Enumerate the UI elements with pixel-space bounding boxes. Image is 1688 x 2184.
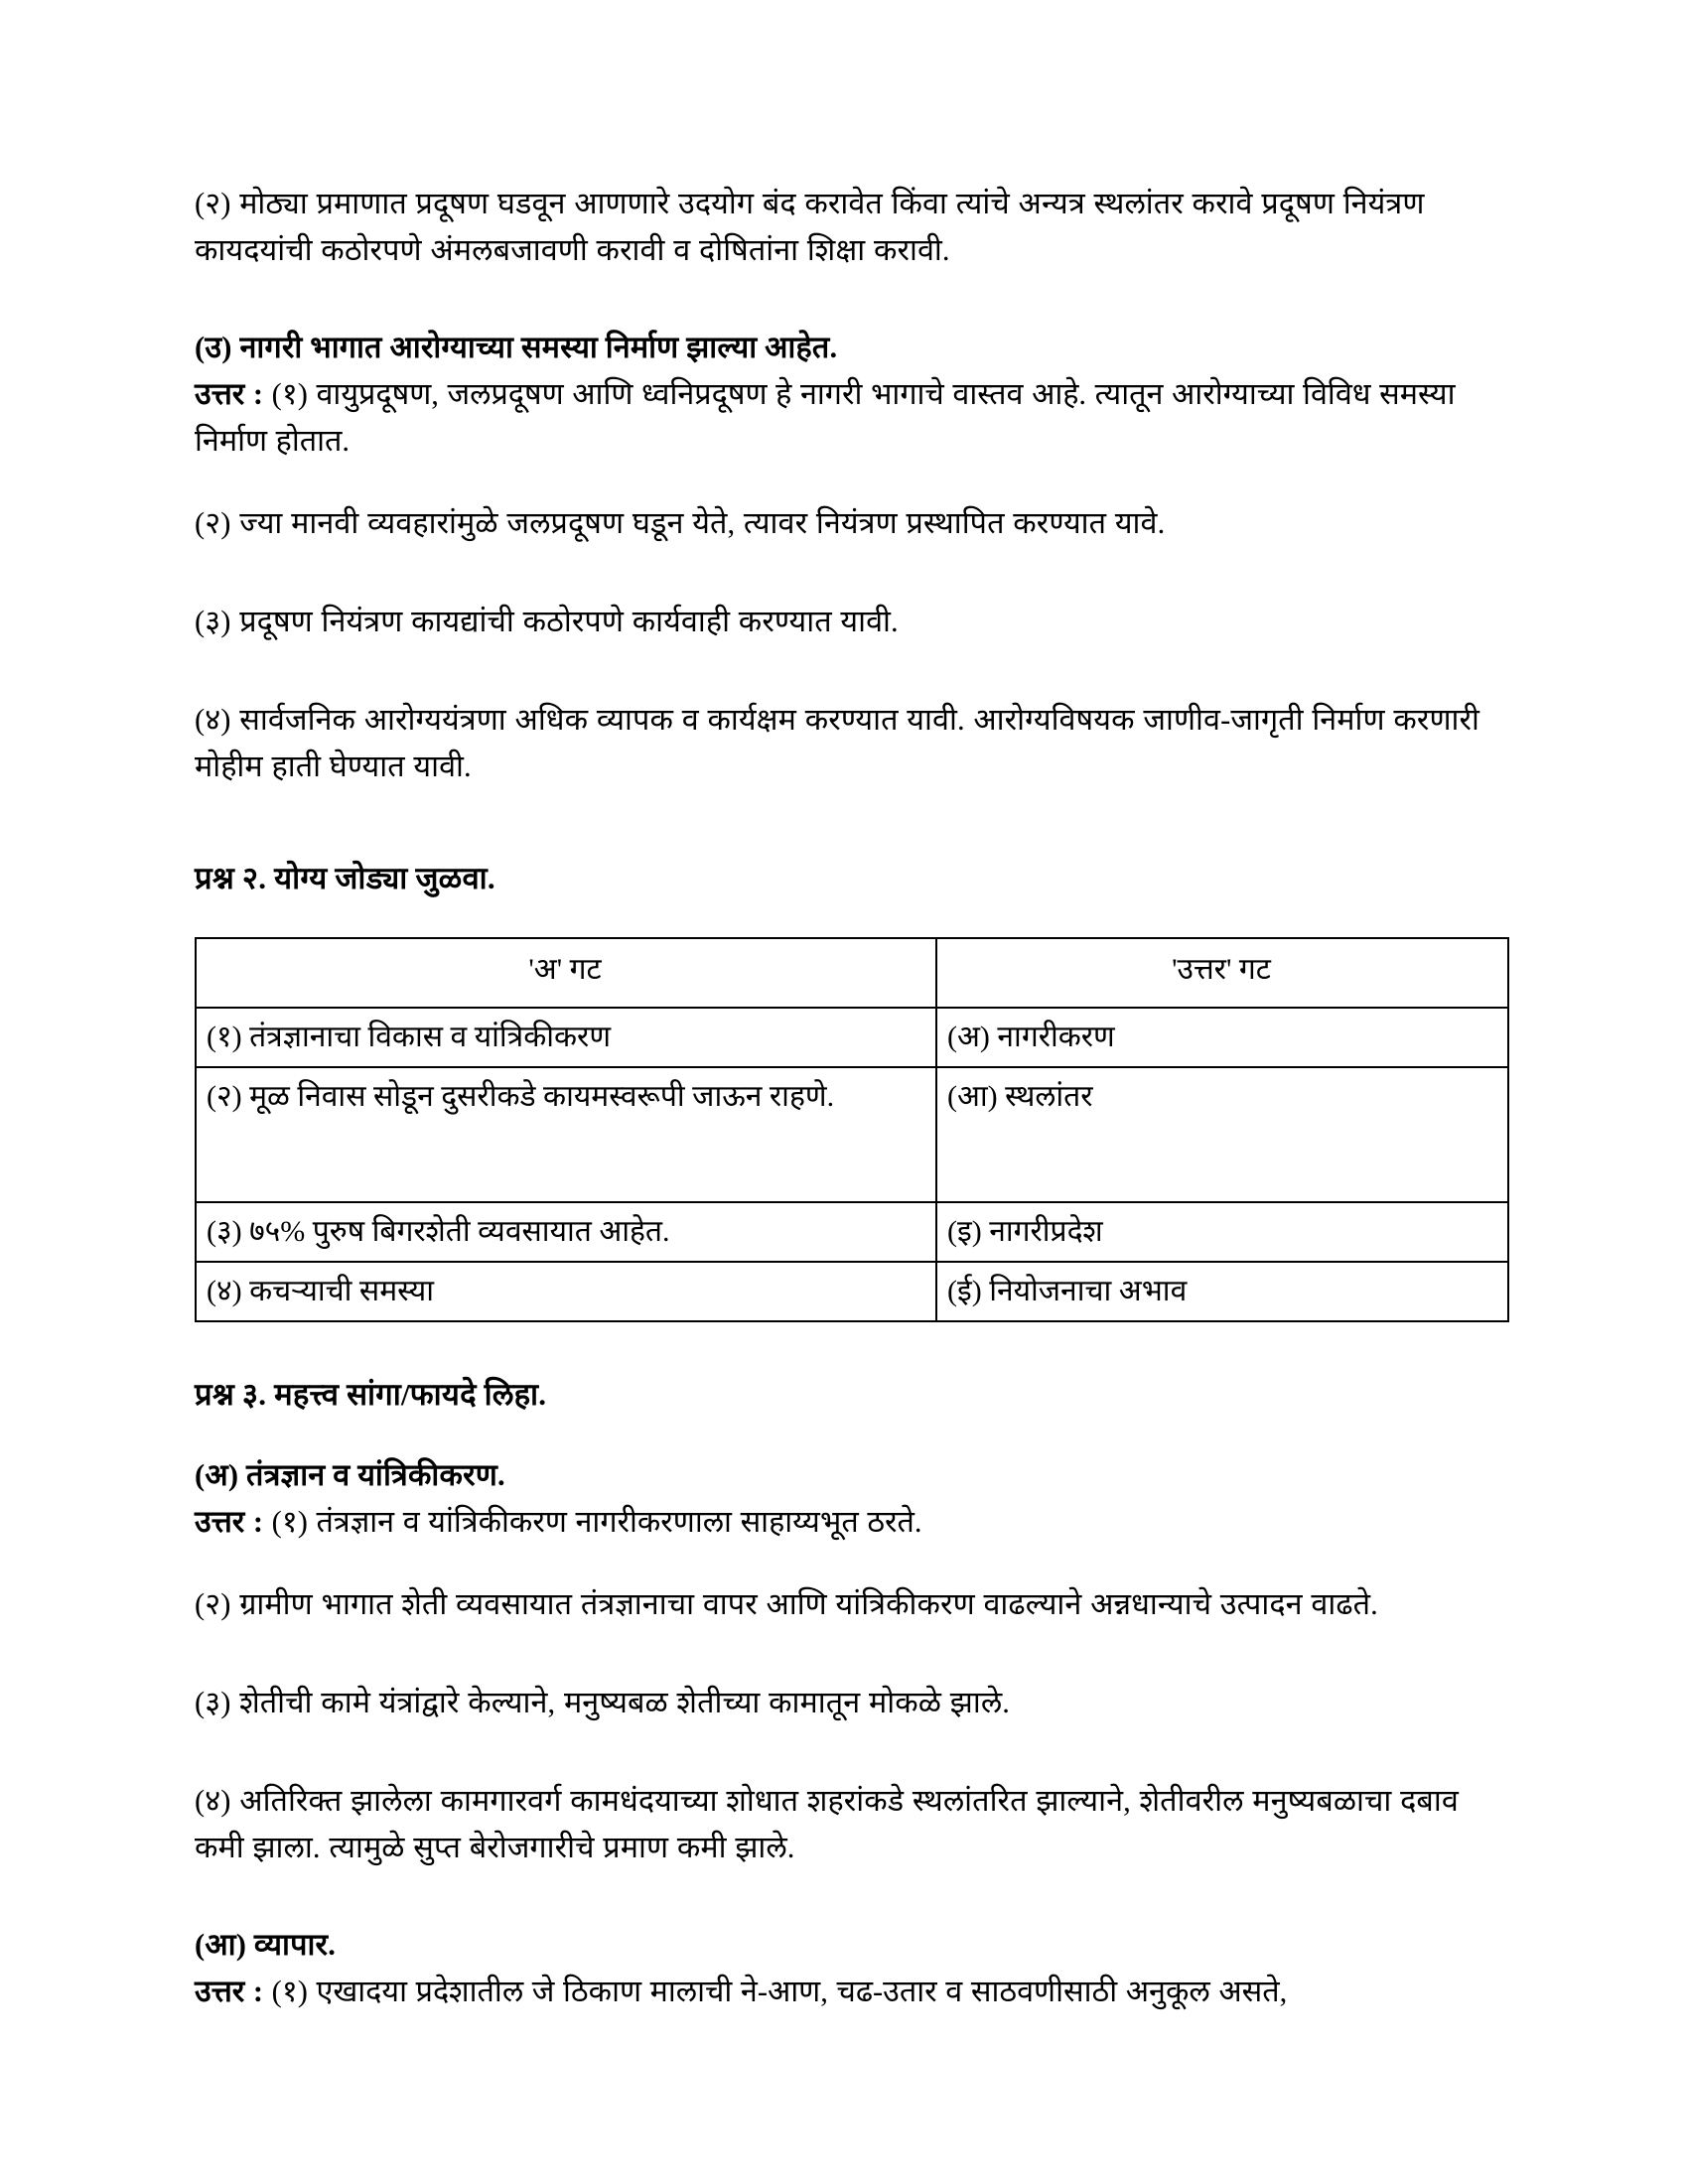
- table-cell-right: (अ) नागरीकरण: [936, 1008, 1508, 1067]
- spacer: [195, 1322, 1515, 1372]
- table-row: [196, 1008, 1508, 1067]
- table-row: [196, 1262, 1508, 1321]
- table-header-row: [196, 938, 1508, 1008]
- table-cell-left: (४) कचऱ्याची समस्या: [196, 1262, 936, 1321]
- answer-text: (१) एखादया प्रदेशातील जे ठिकाण मालाची ने-आण, चढ-उतार व साठवणीसाठी अनुकूल असते,: [271, 1975, 1288, 2008]
- spacer: [195, 1418, 1515, 1453]
- table-cell-right: (आ) स्थलांतर: [936, 1067, 1508, 1202]
- paragraph-pollution-laws: (३) प्रदूषण नियंत्रण कायद्यांची कठोरपणे कार्यवाही करण्यात यावी.: [195, 605, 899, 638]
- column-header-group-answer: 'उत्तर' गट: [936, 938, 1508, 1008]
- paragraph-machine-farming-labour: (३) शेतीची कामे यंत्रांद्वारे केल्याने, मनुष्यबळ शेतीच्या कामातून मोकळे झाले.: [195, 1686, 1010, 1719]
- answer-text: (१) वायुप्रदूषण, जलप्रदूषण आणि ध्वनिप्रदूषण हे नागरी भागाचे वास्तव आहे. त्यातून आरोग्याच्या विविध समस्या निर्माण होतात.: [195, 377, 1456, 458]
- spacer: [195, 901, 1515, 937]
- answer-urban-health: [195, 371, 1515, 465]
- table-cell-left: (१) तंत्रज्ञानाचा विकास व यांत्रिकीकरण: [196, 1008, 936, 1067]
- answer-trade: [195, 1969, 1515, 2015]
- paragraph-water-pollution-control: (२) ज्या मानवी व्यवहारांमुळे जलप्रदूषण घडून येते, त्यावर नियंत्रण प्रस्थापित करण्यात यावे.: [195, 506, 1166, 540]
- table-cell-left: (३) ७५% पुरुष बिगरशेती व्यवसायात आहेत.: [196, 1202, 936, 1262]
- paragraph-rural-farming-technology: (२) ग्रामीण भागात शेती व्यवसायात तंत्रज्ञानाचा वापर आणि यांत्रिकीकरण वाढल्याने अन्नधान्याचे उत्पादन वाढते.: [195, 1587, 1378, 1621]
- table-row: [196, 1202, 1508, 1262]
- column-header-group-a: 'अ' गट: [196, 938, 936, 1008]
- answer-label: उत्तर :: [195, 377, 264, 411]
- table-cell-left: (२) मूळ निवास सोडून दुसरीकडे कायमस्वरूपी जाऊन राहणे.: [196, 1067, 936, 1202]
- answer-label: उत्तर :: [195, 1505, 264, 1539]
- spacer: [195, 675, 1515, 697]
- spacer: [195, 820, 1515, 856]
- spacer: [195, 1901, 1515, 1923]
- spacer: [195, 1756, 1515, 1778]
- question-2-heading: प्रश्न २. योग्य जोड्या जुळवा.: [195, 861, 495, 895]
- spacer: [195, 1546, 1515, 1581]
- answer-text: (१) तंत्रज्ञान व यांत्रिकीकरण नागरीकरणाला साहाय्यभूत ठरते.: [271, 1505, 922, 1539]
- spacer: [195, 577, 1515, 599]
- table-cell-right: (इ) नागरीप्रदेश: [936, 1202, 1508, 1262]
- heading-trade: (आ) व्यापार.: [195, 1928, 337, 1962]
- question-3-heading: प्रश्न ३. महत्त्व सांगा/फायदे लिहा.: [195, 1377, 547, 1412]
- spacer: [195, 304, 1515, 326]
- table-cell-right: (ई) नियोजनाचा अभाव: [936, 1262, 1508, 1321]
- table-row: [196, 1067, 1508, 1202]
- paragraph-public-health-system: (४) सार्वजनिक आरोग्ययंत्रणा अधिक व्यापक व कार्यक्षम करण्यात यावी. आरोग्यविषयक जाणीव-जागृती निर्माण करणारी मोहीम हाती घेण्यात यावी.: [195, 703, 1480, 783]
- heading-technology-mechanization: (अ) तंत्रज्ञान व यांत्रिकीकरण.: [195, 1458, 505, 1492]
- answer-technology-mechanization: [195, 1499, 1515, 1546]
- spacer: [195, 465, 1515, 500]
- answer-label: उत्तर :: [195, 1975, 264, 2008]
- heading-urban-health-problems: (उ) नागरी भागात आरोग्याच्या समस्या निर्माण झाल्या आहेत.: [195, 331, 838, 364]
- spacer: [195, 1658, 1515, 1680]
- match-the-pairs-table: [195, 937, 1509, 1322]
- paragraph-pollution-industries: (२) मोठ्या प्रमाणात प्रदूषण घडवून आणणारे उदयोग बंद करावेत किंवा त्यांचे अन्यत्र स्थलांतर करावे प्रदूषण नियंत्रण कायदयांची कठोरपणे अंमलबजावणी करावी व दोषितांना शिक्षा करावी.: [195, 187, 1425, 267]
- paragraph-surplus-labour-migration: (४) अतिरिक्त झालेला कामगारवर्ग कामधंदयाच्या शोधात शहरांकडे स्थलांतरित झाल्याने, शेतीवरील मनुष्यबळाचा दबाव कमी झाला. त्यामुळे सुप्त बेरोजगारीचे प्रमाण कमी झाले.: [195, 1784, 1459, 1864]
- document-content: [195, 181, 1515, 2015]
